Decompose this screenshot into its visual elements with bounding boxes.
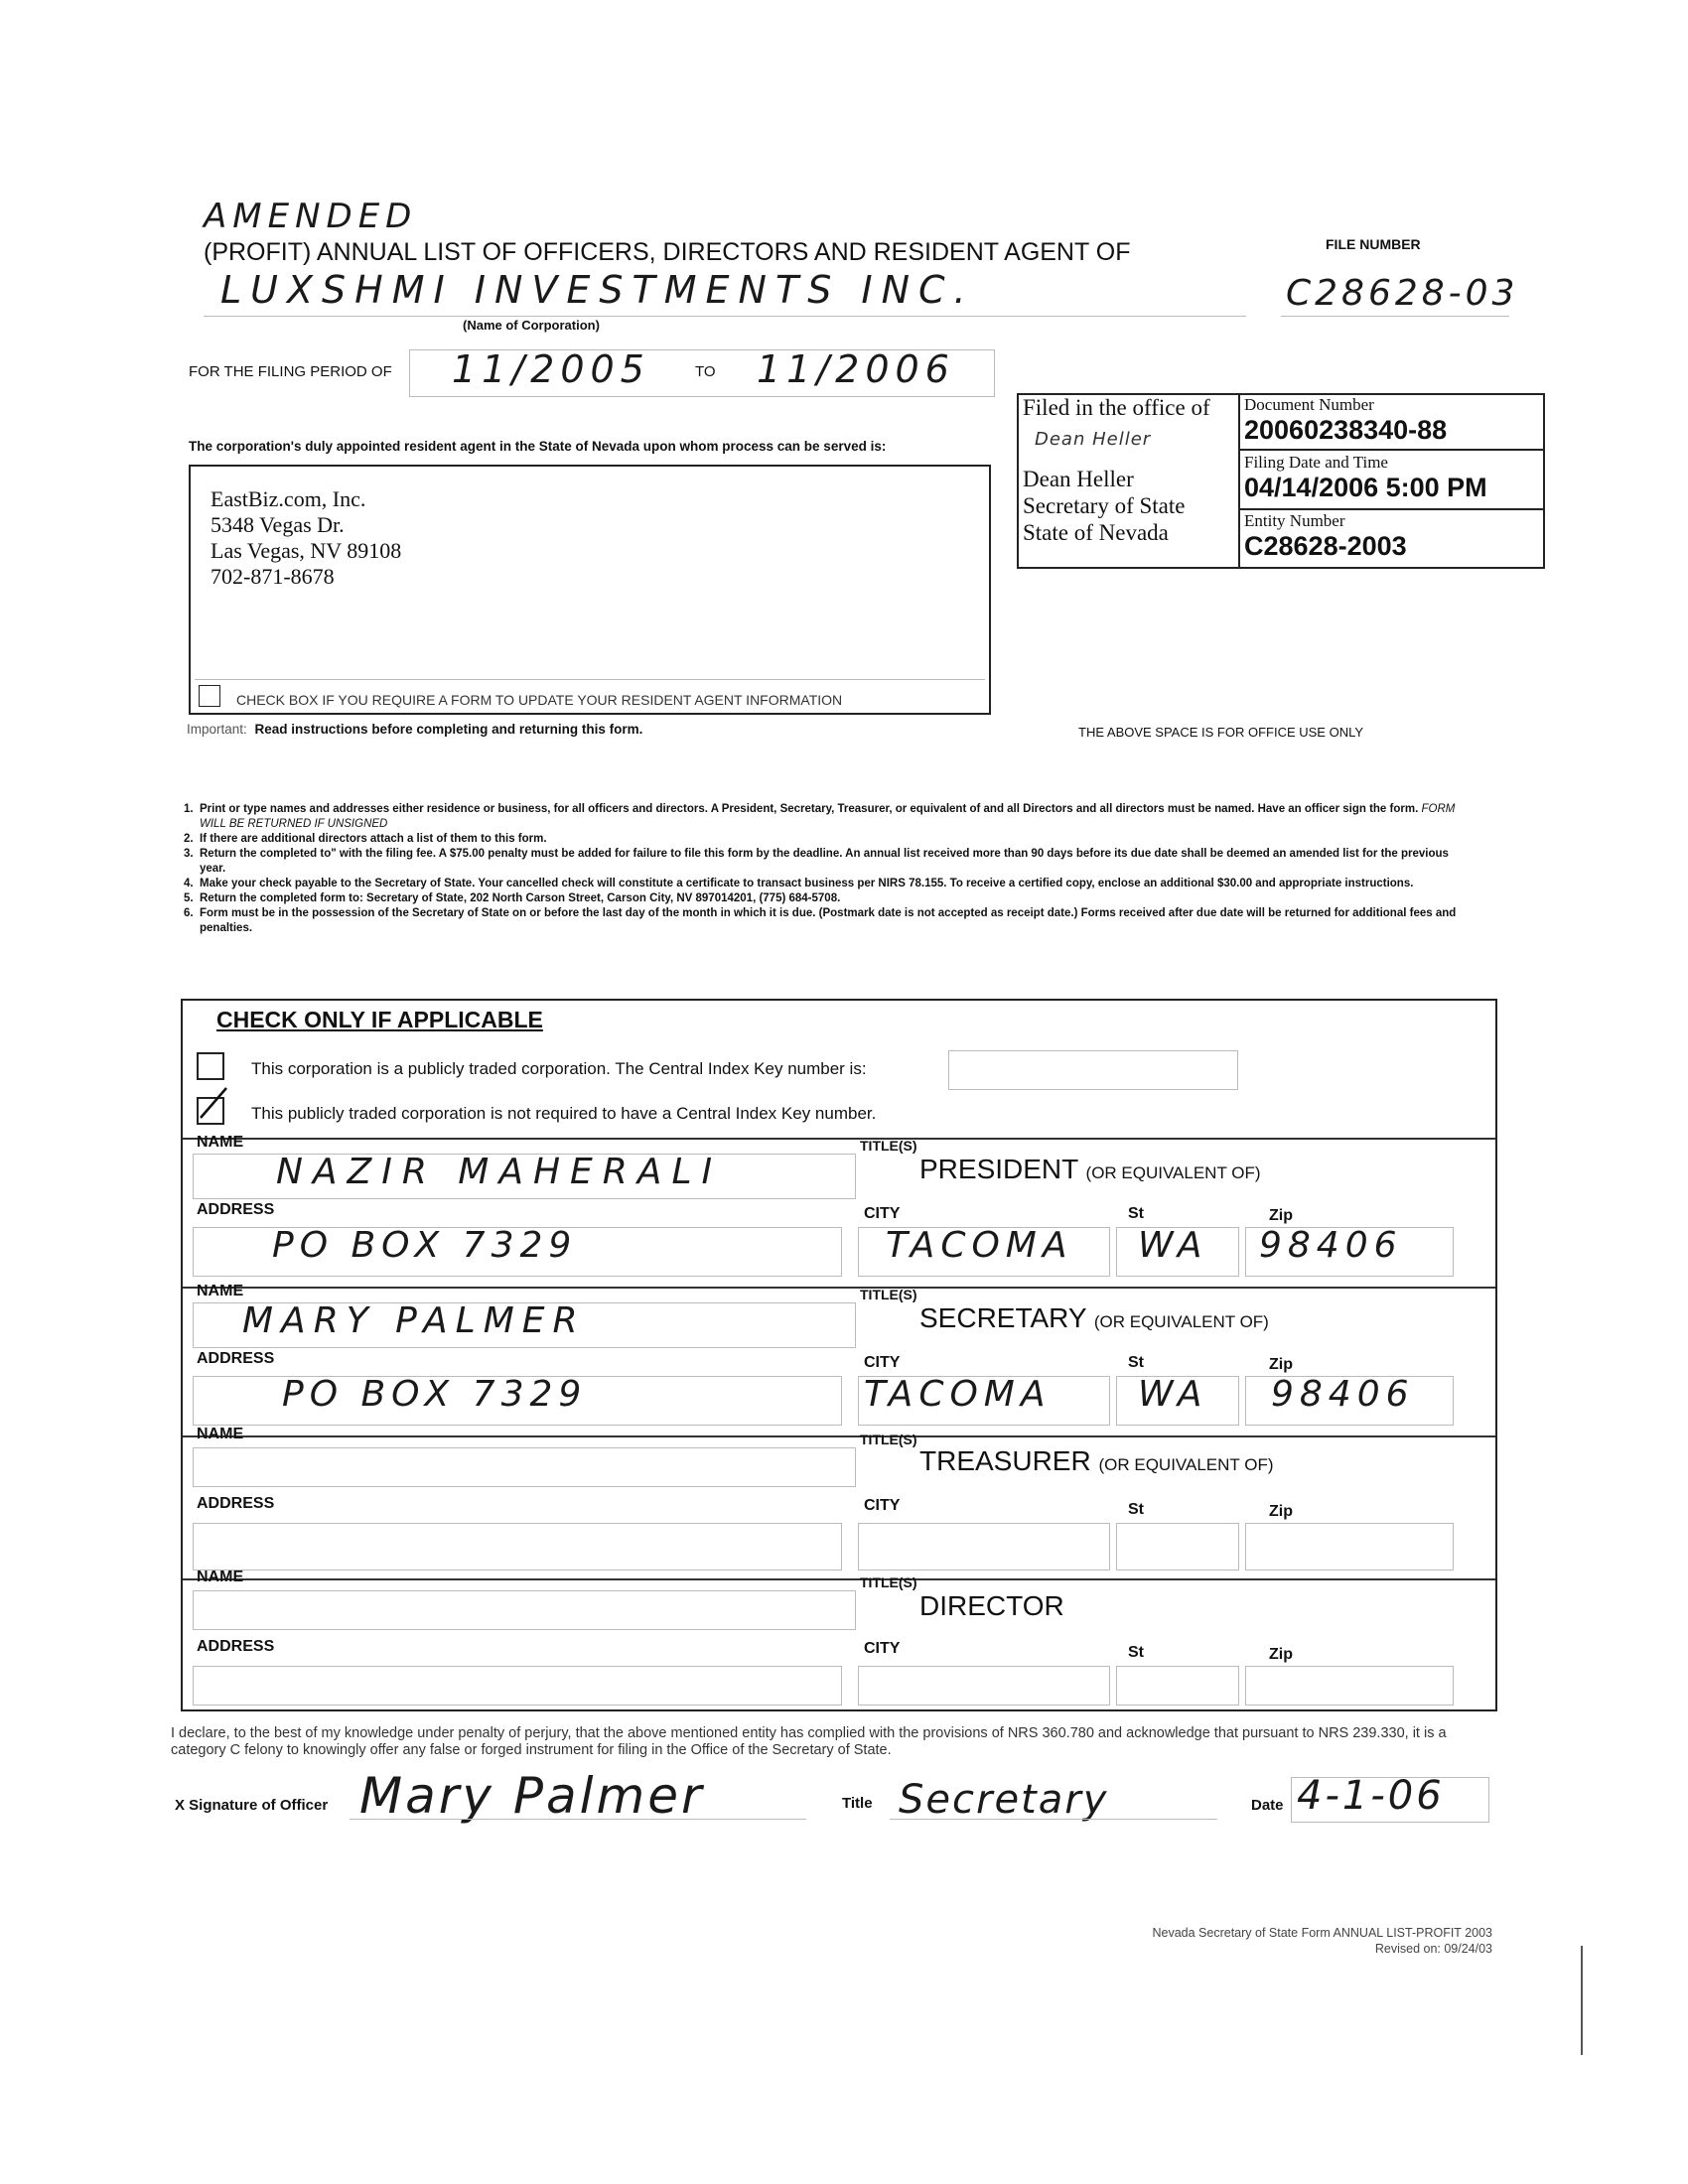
official-title: Secretary of State (1023, 493, 1186, 518)
official-state: State of Nevada (1023, 520, 1169, 545)
instruction-1: 1. Print or type names and addresses either residence or business, for all officers and directors. A President, Secretary, Treasurer, or equivalent of and all Directors and all directors must be named. Have an officer sign the form. FORM WILL BE RETURNED IF UNSIGNED (184, 803, 1456, 830)
instruction-5: 5. Return the completed form to: Secretary of State, 202 North Carson Street, Carson City, NV 897014201, (775) 684-5708. (184, 892, 841, 904)
officer-name-value: MARY PALMER (242, 1300, 586, 1341)
cik-number-input[interactable] (948, 1050, 1238, 1090)
signer-title-value: Secretary (899, 1777, 1109, 1823)
scan-edge-mark (1581, 1946, 1583, 2055)
officer-name-input[interactable] (193, 1447, 856, 1487)
important-text: Read instructions before completing and returning this form. (254, 722, 643, 737)
officer-state-value: WA (1138, 1225, 1208, 1266)
form-title: (PROFIT) ANNUAL LIST OF OFFICERS, DIRECTORS AND RESIDENT AGENT OF (204, 238, 1131, 266)
office-stamp-divider-v (1238, 393, 1240, 569)
name-label: NAME (197, 1569, 244, 1585)
officer-name-value: NAZIR MAHERALI (276, 1152, 723, 1192)
office-stamp-divider-h1 (1238, 449, 1545, 451)
file-number-value: C28628-03 (1286, 273, 1519, 314)
instruction-4: 4. Make your check payable to the Secretary of State. Your cancelled check will constitute a certificate to transact business per NIRS 78.155. To receive a certified copy, enclose an additional $30.00 and appropriate instructions. (184, 878, 1414, 889)
instructions-list (184, 802, 1475, 936)
officer-title: SECRETARY (OR EQUIVALENT OF) (919, 1302, 1269, 1333)
officer-divider (183, 1138, 1495, 1140)
officer-zip-value: 98406 (1271, 1374, 1415, 1415)
titles-label: TITLE(S) (860, 1574, 917, 1590)
update-agent-checkbox[interactable] (199, 685, 220, 707)
address-label: ADDRESS (197, 1638, 275, 1655)
officer-address-input[interactable] (193, 1523, 842, 1570)
instruction-3: 3. Return the completed to" with the filing fee. A $75.00 penalty must be added for failure to file this form by the deadline. An annual list received more than 90 days before its due date shall be deemed an amended list for the previous year. (184, 848, 1449, 875)
officer-zip-input[interactable] (1245, 1666, 1454, 1706)
footer-revised: Revised on: 09/24/03 (1374, 1942, 1492, 1956)
officer-name-input[interactable] (193, 1590, 856, 1630)
state-label: St (1128, 1354, 1144, 1371)
corporation-name: LUXSHMI INVESTMENTS INC. (220, 268, 975, 312)
important-prefix: Important: (187, 722, 247, 737)
address-label: ADDRESS (197, 1201, 275, 1218)
checkmark-icon (195, 1084, 234, 1124)
filing-period-label: FOR THE FILING PERIOD OF (189, 363, 392, 380)
footer-form-id: Nevada Secretary of State Form ANNUAL LIST-PROFIT 2003 (1152, 1926, 1492, 1940)
officer-title: DIRECTOR (919, 1590, 1064, 1621)
titles-label: TITLE(S) (860, 1432, 917, 1447)
officer-state-input[interactable] (1116, 1523, 1239, 1570)
officer-address-input[interactable] (193, 1666, 842, 1706)
officer-address-value: PO BOX 7329 (272, 1225, 578, 1266)
officer-state-input[interactable] (1116, 1666, 1239, 1706)
officer-divider (183, 1578, 1495, 1580)
date-label: Date (1251, 1797, 1284, 1814)
filing-date: 04/14/2006 5:00 PM (1244, 473, 1487, 502)
officer-title: PRESIDENT (OR EQUIVALENT OF) (919, 1154, 1261, 1184)
resident-agent-line-3: Las Vegas, NV 89108 (211, 538, 402, 563)
officer-zip-value: 98406 (1259, 1225, 1403, 1266)
file-number-label: FILE NUMBER (1326, 236, 1421, 252)
signed-date-value: 4-1-06 (1297, 1773, 1445, 1819)
resident-agent-line-2: 5348 Vegas Dr. (211, 512, 345, 537)
resident-agent-divider (195, 679, 985, 680)
document-number-label: Document Number (1244, 395, 1374, 414)
no-cik-label: This publicly traded corporation is not required to have a Central Index Key number. (251, 1104, 877, 1123)
officer-title: TREASURER (OR EQUIVALENT OF) (919, 1445, 1274, 1476)
state-label: St (1128, 1644, 1144, 1661)
titles-label: TITLE(S) (860, 1138, 917, 1154)
city-label: CITY (864, 1497, 901, 1514)
state-label: St (1128, 1205, 1144, 1222)
update-agent-checkbox-label: CHECK BOX IF YOU REQUIRE A FORM TO UPDATE YOUR RESIDENT AGENT INFORMATION (236, 692, 843, 708)
titles-label: TITLE(S) (860, 1287, 917, 1302)
city-label: CITY (864, 1354, 901, 1371)
officer-city-value: TACOMA (886, 1225, 1073, 1266)
zip-label: Zip (1269, 1503, 1293, 1520)
official-signature: Dean Heller (1035, 429, 1152, 450)
signature-line (350, 1819, 806, 1820)
resident-agent-line-1: EastBiz.com, Inc. (211, 486, 366, 511)
date-box (1291, 1777, 1489, 1823)
title-line (890, 1819, 1217, 1820)
officer-state-value: WA (1138, 1374, 1208, 1415)
officer-zip-input[interactable] (1245, 1523, 1454, 1570)
declaration-text: I declare, to the best of my knowledge under penalty of perjury, that the above mentioned entity has complied with the provisions of NRS 360.780 and acknowledge that pursuant to NRS 239.330, it is a category C felony to knowingly offer any false or forged instrument for filing in the Office of the Secretary of State. (171, 1725, 1447, 1758)
name-label: NAME (197, 1134, 244, 1151)
file-number-line (1281, 316, 1509, 317)
resident-agent-line-4: 702-871-8678 (211, 564, 335, 589)
office-use-note: THE ABOVE SPACE IS FOR OFFICE USE ONLY (1078, 725, 1364, 740)
city-label: CITY (864, 1205, 901, 1222)
official-name: Dean Heller (1023, 467, 1134, 491)
officer-city-input[interactable] (858, 1523, 1110, 1570)
resident-agent-intro: The corporation's duly appointed resident agent in the State of Nevada upon whom process can be served is: (189, 439, 887, 454)
document-number: 20060238340-88 (1244, 415, 1448, 445)
entity-number-label: Entity Number (1244, 511, 1345, 530)
signature-label: X Signature of Officer (175, 1797, 329, 1814)
instruction-2: 2. If there are additional directors attach a list of them to this form. (184, 833, 547, 845)
filing-period-from: 11/2005 (452, 347, 650, 391)
officer-divider (183, 1287, 1495, 1289)
officer-city-input[interactable] (858, 1666, 1110, 1706)
important-line (187, 722, 642, 737)
applicable-heading: CHECK ONLY IF APPLICABLE (216, 1007, 543, 1032)
filing-period-to-label: TO (695, 363, 716, 380)
state-label: St (1128, 1501, 1144, 1518)
publicly-traded-checkbox[interactable] (197, 1052, 224, 1080)
officer-address-value: PO BOX 7329 (282, 1374, 588, 1415)
name-label: NAME (197, 1426, 244, 1442)
officer-signature: Mary Palmer (359, 1767, 705, 1825)
filing-period-to: 11/2006 (757, 347, 955, 391)
officer-divider (183, 1435, 1495, 1437)
filing-date-label: Filing Date and Time (1244, 453, 1388, 472)
name-label: NAME (197, 1283, 244, 1299)
address-label: ADDRESS (197, 1495, 275, 1512)
officer-city-value: TACOMA (864, 1374, 1052, 1415)
city-label: CITY (864, 1640, 901, 1657)
amended-note: AMENDED (204, 197, 418, 236)
instruction-6: 6. Form must be in the possession of the Secretary of State on or before the last day of the month in which it is due. (Postmark date is not accepted as receipt date.) Forms received after due date will be returned for additional fees and penalties. (184, 907, 1457, 934)
corporation-name-line (204, 316, 1246, 317)
address-label: ADDRESS (197, 1350, 275, 1367)
zip-label: Zip (1269, 1646, 1293, 1663)
zip-label: Zip (1269, 1356, 1293, 1373)
office-stamp-divider-h2 (1238, 508, 1545, 510)
zip-label: Zip (1269, 1207, 1293, 1224)
title-label: Title (842, 1795, 873, 1812)
name-caption: (Name of Corporation) (463, 318, 600, 333)
publicly-traded-label: This corporation is a publicly traded corporation. The Central Index Key number is: (251, 1059, 867, 1078)
filed-label: Filed in the office of (1023, 395, 1210, 420)
entity-number: C28628-2003 (1244, 531, 1407, 561)
